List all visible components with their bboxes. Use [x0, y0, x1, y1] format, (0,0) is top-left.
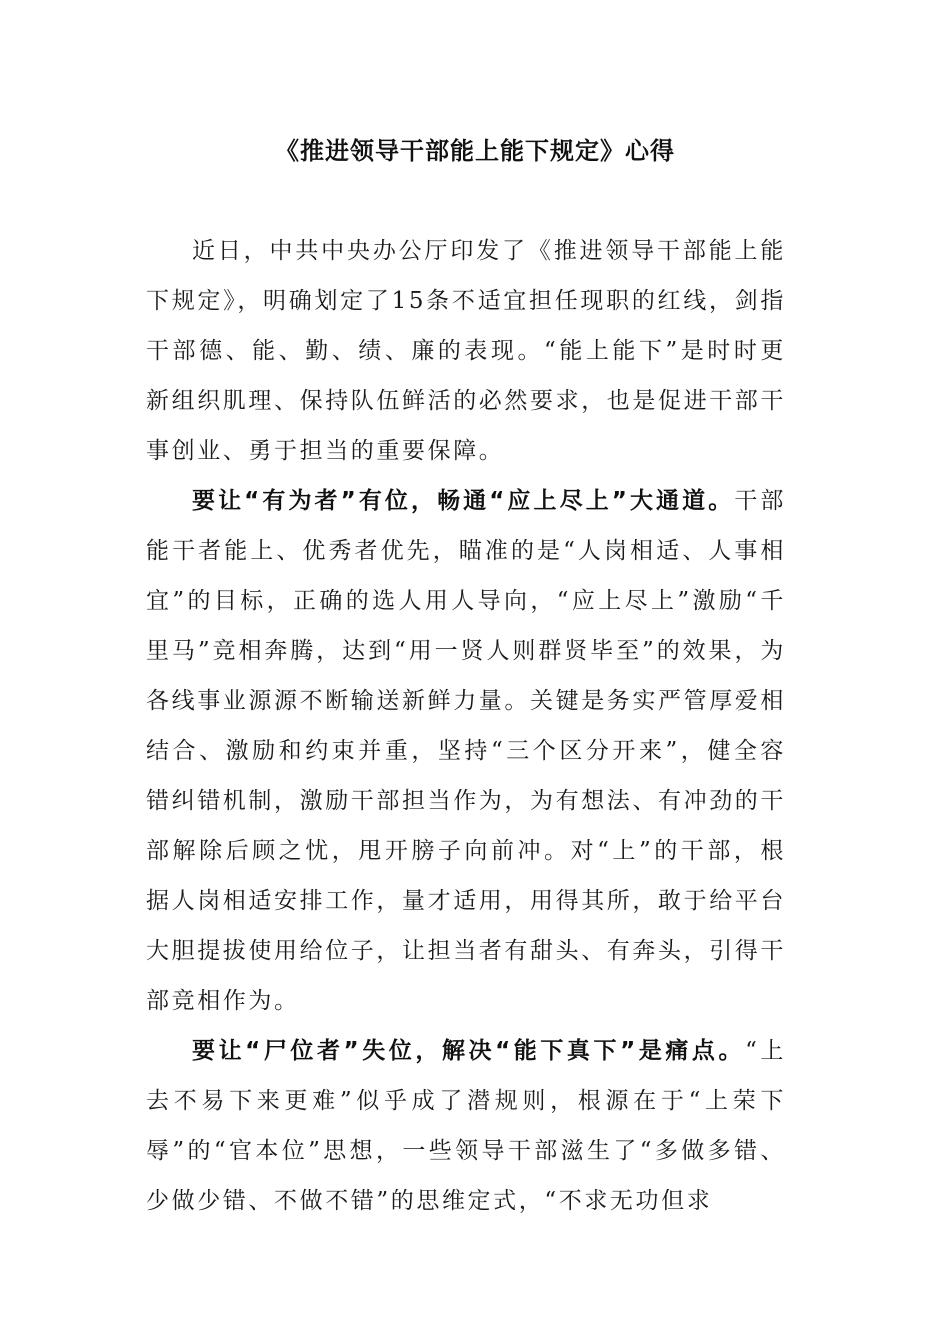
paragraph-section-1 [146, 476, 786, 1026]
paragraph-lead: 要让“尸位者”失位，解决“能下真下”是痛点。 [192, 1038, 746, 1064]
paragraph-section-2 [146, 1026, 786, 1226]
paragraph-intro [146, 226, 786, 476]
paragraph-text: 干部能干者能上、优秀者优先，瞄准的是“人岗相适、人事相宜”的目标，正确的选人用人导向，“应上尽上”激励“千里马”竞相奔腾，达到“用一贤人则群贤毕至”的效果，为各线事业源源不断输送新鲜力量。关键是务实严管厚爱相结合、激励和约束并重，坚持“三个区分开来”，健全容错纠错机制，激励干部担当作为，为有想法、有冲劲的干部解除后顾之忧，甩开膀子向前冲。对“上”的干部，根据人岗相适安排工作，量才适用，用得其所，敢于给平台大胆提拔使用给位子，让担当者有甜头、有奔头，引得干部竞相作为。 [146, 488, 786, 1014]
paragraph-text: 近日，中共中央办公厅印发了《推进领导干部能上能下规定》，明确划定了15条不适宜担任现职的红线，剑指干部德、能、勤、绩、廉的表现。“能上能下”是时时更新组织肌理、保持队伍鲜活的必然要求，也是促进干部干事创业、勇于担当的重要保障。 [146, 238, 786, 464]
paragraph-text: “上去不易下来更难”似乎成了潜规则，根源在于“上荣下辱”的“官本位”思想，一些领导干部滋生了“多做多错、少做少错、不做不错”的思维定式，“不求无功但求 [146, 1038, 786, 1214]
document-body [146, 226, 786, 1226]
paragraph-lead: 要让“有为者”有位，畅通“应上尽上”大通道。 [192, 488, 735, 514]
document-title: 《推进领导干部能上能下规定》心得 [275, 137, 675, 165]
